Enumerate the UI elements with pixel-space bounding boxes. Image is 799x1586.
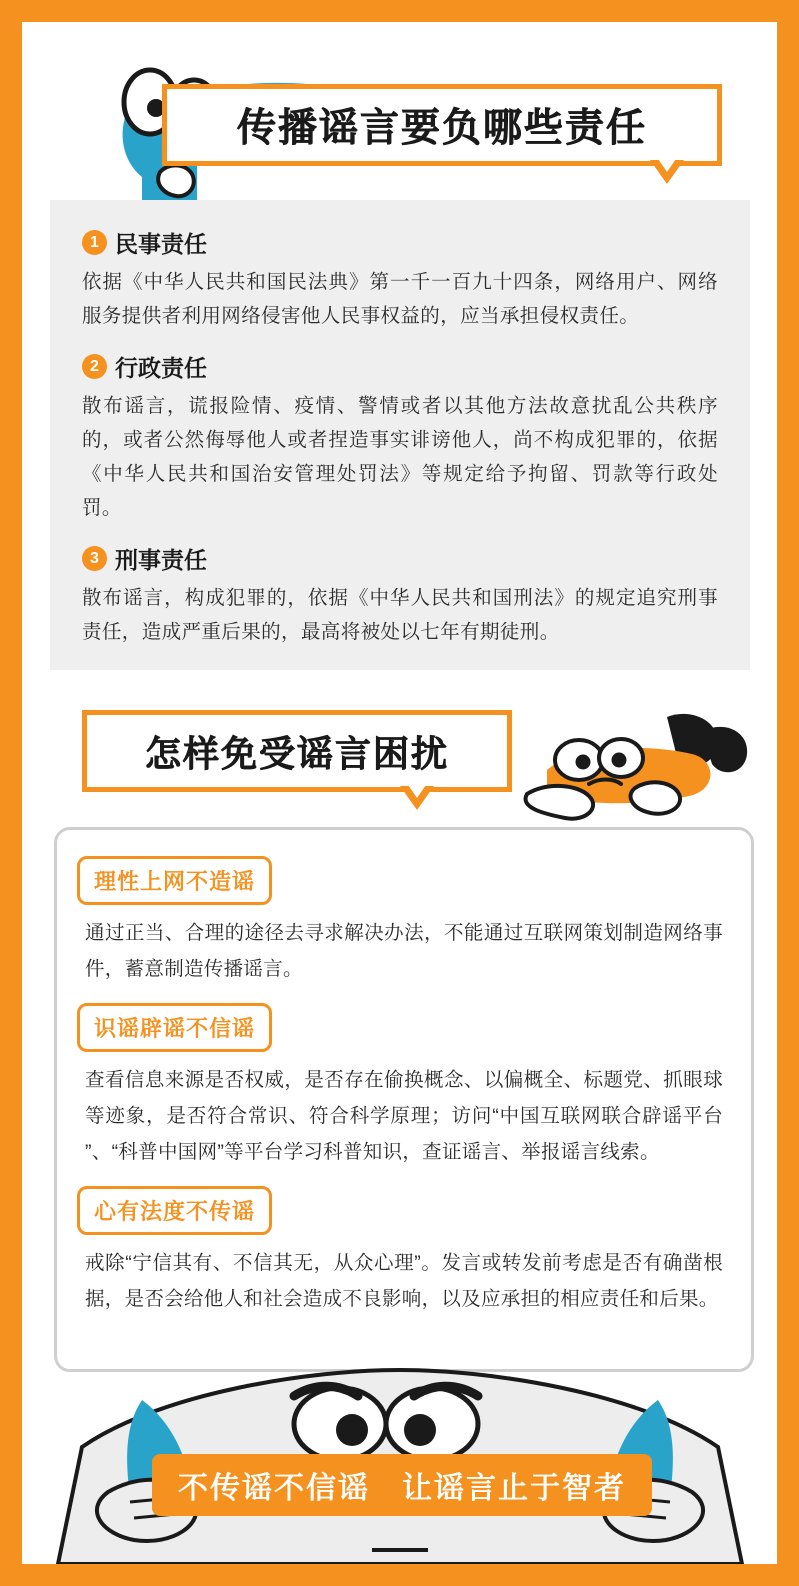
tag-badge: 识谣辟谣不信谣 [77, 1003, 272, 1052]
item-title: 行政责任 [115, 355, 207, 381]
item-number-badge: 3 [82, 546, 107, 571]
section1-heading-box [162, 84, 722, 166]
tag-body: 通过正当、合理的途径去寻求解决办法，不能通过互联网策划制造网络事件，蓄意制造传播谣言。 [85, 922, 723, 980]
tag-badge: 理性上网不造谣 [77, 856, 272, 905]
item-body: 依据《中华人民共和国民法典》第一千一百九十四条，网络用户、网络服务提供者利用网络侵害他人民事权益的，应当承担侵权责任。 [82, 271, 718, 327]
section1-heading-text: 传播谣言要负哪些责任 [236, 107, 647, 150]
section1-heading-container [162, 84, 722, 174]
item-title: 刑事责任 [115, 547, 207, 573]
section2-heading-box [82, 710, 512, 792]
item-title: 民事责任 [115, 231, 207, 257]
list-item [82, 226, 718, 259]
section2-heading-container [82, 710, 532, 810]
item-number-badge: 2 [82, 354, 107, 379]
footer-slogan-banner [152, 1454, 652, 1516]
footer-slogan-text: 不传谣不信谣 让谣言止于智者 [178, 1472, 626, 1505]
section1-panel [50, 200, 750, 670]
list-item [82, 350, 718, 383]
tag-body: 查看信息来源是否权威，是否存在偷换概念、以偏概全、标题党、抓眼球等迹象，是否符合常识、符合科学原理；访问“中国互联网联合辟谣平台 ”、“科普中国网”等平台学习科普知识，查证谣言、举报谣言线索。 [85, 1069, 723, 1163]
tag-badge: 心有法度不传谣 [77, 1186, 272, 1235]
section1-heading-tail-inner [656, 156, 678, 172]
tag-body: 戒除“宁信其有、不信其无，从众心理”。发言或转发前考虑是否有确凿根据，是否会给他人和社会造成不良影响，以及应承担的相应责任和后果。 [85, 1252, 723, 1310]
item-number-badge: 1 [82, 230, 107, 255]
orange-mascot-icon [517, 712, 757, 832]
poster-inner [22, 22, 777, 1564]
section2-panel [54, 827, 754, 1372]
section2-heading-text: 怎样免受谣言困扰 [144, 732, 449, 774]
item-body: 散布谣言，谎报险情、疫情、警情或者以其他方法故意扰乱公共秩序的，或者公然侮辱他人或者捏造事实诽谤他人，尚不构成犯罪的，依据《中华人民共和国治安管理处罚法》等规定给予拘留、罚款等行政处罚。 [82, 395, 718, 519]
item-body: 散布谣言，构成犯罪的，依据《中华人民共和国刑法》的规定追究刑事责任，造成严重后果的，最高将被处以七年有期徒刑。 [82, 587, 718, 643]
list-item [82, 542, 718, 575]
section2-heading-tail-inner [406, 782, 428, 798]
